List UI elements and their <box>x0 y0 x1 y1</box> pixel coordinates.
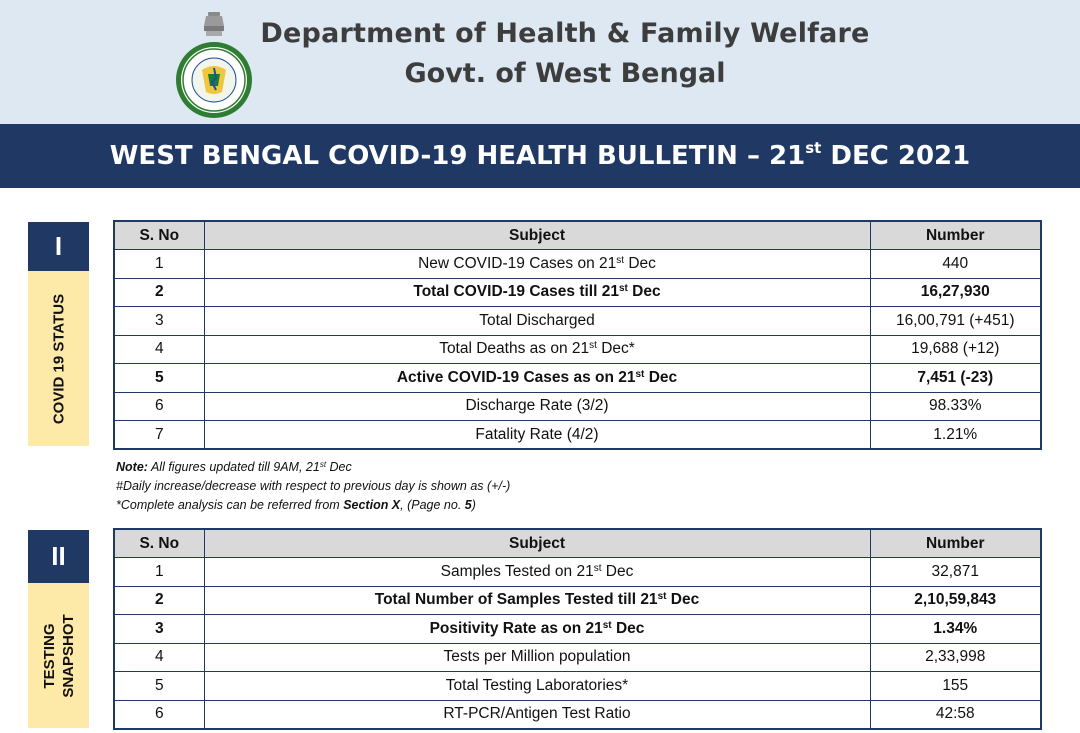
row-number: 16,27,930 <box>870 278 1041 307</box>
row-number: 32,871 <box>870 558 1041 587</box>
bulletin-title-banner <box>0 124 1080 188</box>
note3-mid: , (Page no. <box>400 498 465 512</box>
row-subject-text: Fatality Rate (4/2) <box>475 425 599 443</box>
row-subject-text: RT-PCR/Antigen Test Ratio <box>443 705 631 722</box>
row-number: 2,33,998 <box>870 643 1041 672</box>
row-subject-text: New COVID-19 Cases on 21 <box>418 254 617 272</box>
testing-snapshot-table <box>113 528 1042 730</box>
header-area <box>0 0 1080 124</box>
row-subject-suffix: Dec <box>644 368 678 386</box>
row-subject-suffix: Dec <box>666 591 700 609</box>
table-row <box>114 250 1041 279</box>
row-subject <box>204 700 870 729</box>
row-subject-text: Total Number of Samples Tested till 21 <box>374 591 658 609</box>
table-row <box>114 643 1041 672</box>
row-subject-text: Discharge Rate (3/2) <box>465 397 609 415</box>
row-sno: 5 <box>114 672 204 701</box>
row-subject <box>204 364 870 393</box>
covid-status-table <box>113 220 1042 450</box>
notes-block <box>116 458 510 515</box>
row-subject <box>204 250 870 279</box>
note-line-3 <box>116 496 510 515</box>
row-number: 1.21% <box>870 421 1041 450</box>
row-number: 155 <box>870 672 1041 701</box>
row-subject-suffix: Dec <box>611 619 645 637</box>
row-sno: 3 <box>114 307 204 336</box>
table-row <box>114 558 1041 587</box>
row-subject <box>204 278 870 307</box>
table-row <box>114 364 1041 393</box>
row-number: 1.34% <box>870 615 1041 644</box>
row-number: 440 <box>870 250 1041 279</box>
section-2-numeral: II <box>28 530 89 583</box>
row-subject-suffix: Dec <box>624 254 656 272</box>
row-subject-text: Samples Tested on 21 <box>440 562 594 580</box>
row-subject-superscript: st <box>593 562 602 574</box>
section-1-numeral: I <box>28 222 89 271</box>
row-subject <box>204 586 870 615</box>
row-subject-superscript: st <box>589 340 597 352</box>
table-row <box>114 672 1041 701</box>
row-subject <box>204 643 870 672</box>
section-2-label <box>40 614 78 697</box>
row-subject <box>204 672 870 701</box>
row-number: 2,10,59,843 <box>870 586 1041 615</box>
section-2-label-box <box>28 583 89 728</box>
row-subject-text: Positivity Rate as on 21 <box>429 619 603 637</box>
row-subject <box>204 558 870 587</box>
table-row <box>114 307 1041 336</box>
row-subject-superscript: st <box>618 283 628 295</box>
note-line-1 <box>116 458 510 477</box>
row-sno: 6 <box>114 392 204 421</box>
row-subject <box>204 307 870 336</box>
row-subject-text: Active COVID-19 Cases as on 21 <box>396 368 636 386</box>
table-row <box>114 700 1041 729</box>
note3-pre: *Complete analysis can be referred from <box>116 498 344 512</box>
note3-page-ref: 5 <box>464 498 472 512</box>
row-subject-superscript: st <box>602 619 612 631</box>
row-subject <box>204 335 870 364</box>
note-text: All figures updated till 9AM, 21 <box>147 460 320 474</box>
row-number: 42:58 <box>870 700 1041 729</box>
section-2-label-line-1: TESTING <box>40 623 58 689</box>
note-label: Note: <box>116 460 148 474</box>
note3-section-ref: Section X <box>343 498 401 512</box>
column-header-number: Number <box>870 529 1041 558</box>
section-2-label-line-2: SNAPSHOT <box>59 613 77 698</box>
row-number: 16,00,791 (+451) <box>870 307 1041 336</box>
row-subject <box>204 421 870 450</box>
row-number: 98.33% <box>870 392 1041 421</box>
column-header-subject: Subject <box>204 529 870 558</box>
row-subject-superscript: st <box>657 591 667 603</box>
note-text-after: Dec <box>326 460 352 474</box>
row-sno: 5 <box>114 364 204 393</box>
row-sno: 1 <box>114 558 204 587</box>
row-number: 7,451 (-23) <box>870 364 1041 393</box>
row-subject-text: Total Deaths as on 21 <box>439 340 590 358</box>
section-1-label: COVID 19 STATUS <box>50 293 67 424</box>
column-header-sno: S. No <box>114 529 204 558</box>
row-subject-text: Total COVID-19 Cases till 21 <box>413 283 619 301</box>
column-header-sno: S. No <box>114 221 204 250</box>
row-subject-superscript: st <box>635 368 645 380</box>
table-row <box>114 278 1041 307</box>
row-subject <box>204 392 870 421</box>
table-row <box>114 615 1041 644</box>
row-number: 19,688 (+12) <box>870 335 1041 364</box>
row-sno: 4 <box>114 643 204 672</box>
row-sno: 4 <box>114 335 204 364</box>
table-row <box>114 335 1041 364</box>
row-subject-superscript: st <box>616 254 625 266</box>
row-subject-suffix: Dec* <box>596 340 635 358</box>
row-subject-text: Total Discharged <box>479 311 595 329</box>
note-superscript: st <box>319 460 327 469</box>
bulletin-title-suffix: DEC 2021 <box>821 141 971 171</box>
row-sno: 2 <box>114 278 204 307</box>
column-header-subject: Subject <box>204 221 870 250</box>
row-subject-text: Tests per Million population <box>443 648 631 666</box>
government-title: Govt. of West Bengal <box>404 58 726 89</box>
row-sno: 1 <box>114 250 204 279</box>
note-line-2: #Daily increase/decrease with respect to previous day is shown as (+/-) <box>116 479 511 493</box>
table-row <box>114 421 1041 450</box>
row-sno: 2 <box>114 586 204 615</box>
row-sno: 3 <box>114 615 204 644</box>
column-header-number: Number <box>870 221 1041 250</box>
row-sno: 6 <box>114 700 204 729</box>
table-row <box>114 586 1041 615</box>
row-subject-text: Total Testing Laboratories* <box>445 676 629 694</box>
row-subject-suffix: Dec <box>627 283 661 301</box>
row-subject <box>204 615 870 644</box>
note3-end: ) <box>471 498 476 512</box>
bulletin-title-prefix: WEST BENGAL COVID-19 HEALTH BULLETIN – 21 <box>109 141 806 171</box>
table-row <box>114 392 1041 421</box>
bulletin-title-superscript: st <box>805 139 822 157</box>
row-sno: 7 <box>114 421 204 450</box>
section-1-label-box <box>28 271 89 446</box>
department-title: Department of Health & Family Welfare <box>260 18 870 49</box>
row-subject-suffix: Dec <box>601 562 634 580</box>
